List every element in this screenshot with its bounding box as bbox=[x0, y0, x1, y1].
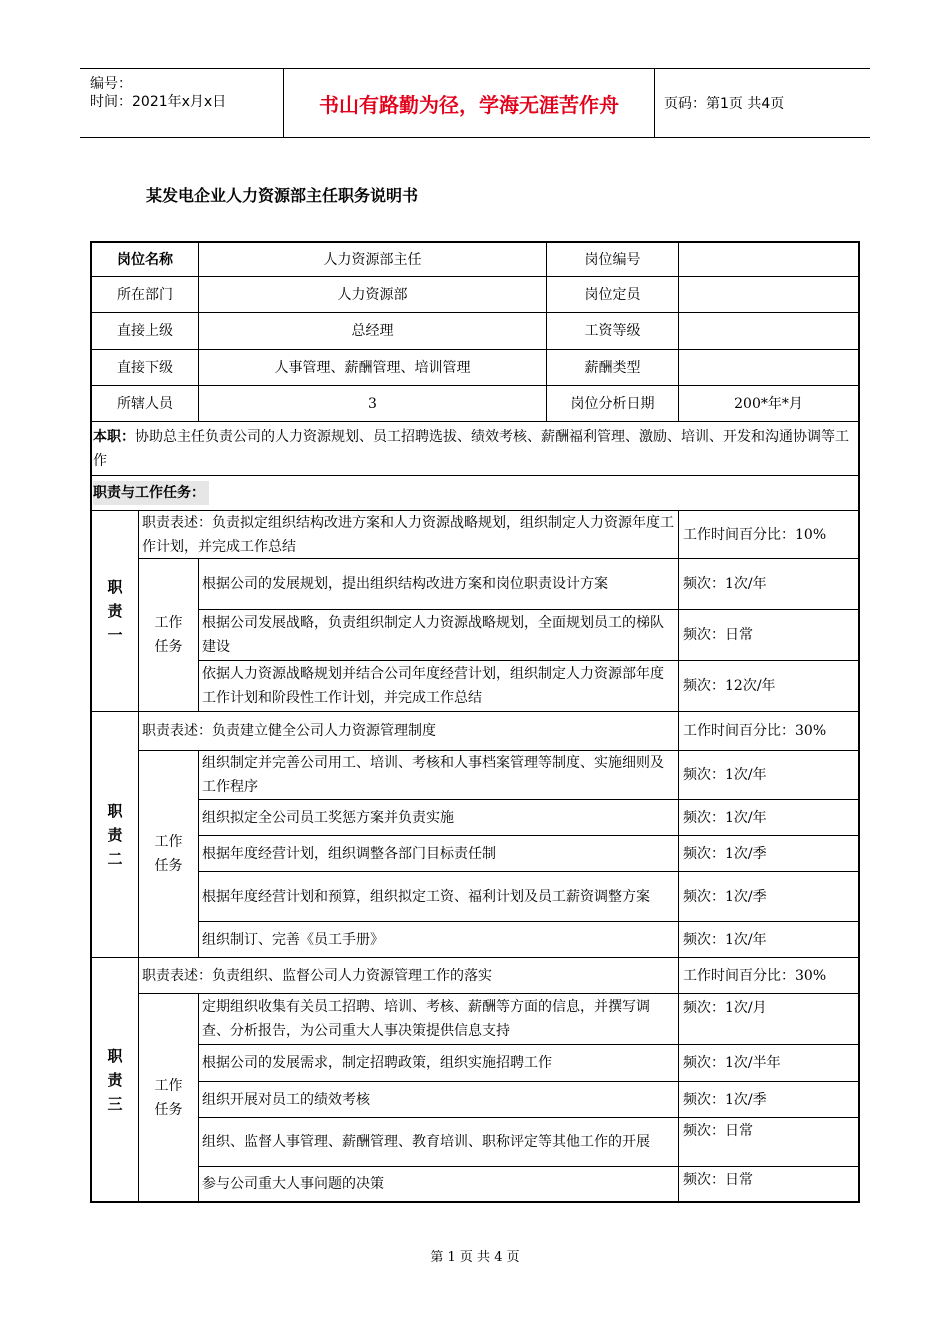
duty-1-percent: 工作时间百分比：10% bbox=[683, 526, 827, 543]
task-2-1: 组织制定并完善公司用工、培训、考核和人事档案管理等制度、实施细则及工作程序 bbox=[202, 755, 664, 795]
task-3-3-frequency: 频次：1次/季 bbox=[683, 1091, 767, 1108]
department-label: 所在部门 bbox=[117, 286, 173, 303]
salary-type-value bbox=[679, 350, 858, 385]
job-title-label: 岗位名称 bbox=[117, 251, 173, 268]
task-2-5-frequency: 频次：1次/年 bbox=[683, 931, 767, 948]
task-3-5: 参与公司重大人事问题的决策 bbox=[202, 1176, 384, 1192]
header-page-info: 页码：第1页 共4页 bbox=[664, 96, 785, 112]
task-3-4-frequency: 频次：日常 bbox=[683, 1123, 753, 1139]
salary-type-label: 薪酬类型 bbox=[584, 359, 641, 376]
task-2-4: 根据年度经营计划和预算，组织拟定工资、福利计划及员工薪资调整方案 bbox=[202, 888, 650, 905]
subordinates-value: 人事管理、薪酬管理、培训管理 bbox=[274, 359, 471, 376]
duty-3-name bbox=[92, 958, 138, 1201]
job-code-value bbox=[679, 243, 858, 276]
duty-1-name-text: 职责一 bbox=[107, 578, 123, 644]
task-2-3-frequency: 频次：1次/季 bbox=[683, 845, 767, 862]
duty-1-description: 职责表述：负责拟定组织结构改进方案和人力资源战略规划，组织制定人力资源年度工作计划，并完成工作总结 bbox=[142, 514, 674, 555]
tasks-heading: 职责与工作任务： bbox=[93, 481, 209, 505]
duty-3-percent: 工作时间百分比：30% bbox=[683, 967, 827, 984]
task-1-1-frequency: 频次：1次/年 bbox=[683, 576, 767, 592]
duty-2-description: 职责表述：负责建立健全公司人力资源管理制度 bbox=[142, 723, 436, 739]
task-3-1: 定期组织收集有关员工招聘、培训、考核、薪酬等方面的信息，并撰写调查、分析报告，为公司重大人事决策提供信息支持 bbox=[202, 999, 650, 1039]
page-header bbox=[80, 68, 870, 138]
task-3-5-frequency: 频次：日常 bbox=[683, 1172, 753, 1188]
staff-count-label: 所辖人员 bbox=[117, 395, 173, 412]
duty-2-name bbox=[92, 712, 138, 957]
staff-count-value: 3 bbox=[368, 395, 377, 412]
department-value: 人力资源部 bbox=[337, 286, 408, 303]
grid-line bbox=[678, 510, 679, 1203]
job-code-label: 岗位编号 bbox=[584, 251, 641, 268]
duty-1-name bbox=[92, 511, 138, 711]
headcount-value bbox=[679, 277, 858, 312]
task-2-2-frequency: 频次：1次/年 bbox=[683, 809, 767, 826]
duty-2-task-label: 工作任务 bbox=[154, 834, 183, 874]
task-3-2-frequency: 频次：1次/半年 bbox=[683, 1055, 781, 1071]
task-3-3: 组织开展对员工的绩效考核 bbox=[202, 1091, 370, 1108]
headcount-label: 岗位定员 bbox=[584, 286, 641, 303]
task-2-1-frequency: 频次：1次/年 bbox=[683, 767, 767, 783]
grid-line bbox=[90, 475, 860, 476]
header-motto: 书山有路勤为径，学海无涯苦作舟 bbox=[283, 69, 655, 137]
document-title: 某发电企业人力资源部主任职务说明书 bbox=[146, 186, 419, 205]
task-2-5: 组织制订、完善《员工手册》 bbox=[202, 931, 384, 948]
job-title-value: 人力资源部主任 bbox=[323, 251, 422, 268]
grid-line bbox=[198, 750, 199, 957]
time-label: 时间：2021年x月x日 bbox=[90, 94, 227, 110]
salary-grade-label: 工资等级 bbox=[584, 323, 641, 339]
analysis-date-value: 200*年*月 bbox=[734, 395, 803, 412]
task-3-1-frequency: 频次：1次/月 bbox=[683, 1000, 767, 1016]
code-label: 编号： bbox=[90, 76, 132, 92]
duty-3-name-text: 职责三 bbox=[107, 1046, 123, 1113]
task-1-2: 根据公司发展战略，负责组织制定人力资源战略规划，全面规划员工的梯队建设 bbox=[202, 615, 664, 655]
task-2-4-frequency: 频次：1次/季 bbox=[683, 888, 767, 905]
grid-line bbox=[90, 421, 860, 422]
task-1-3: 依据人力资源战略规划并结合公司年度经营计划，组织制定人力资源部年度工作计划和阶段性工作计划，并完成工作总结 bbox=[202, 666, 664, 706]
salary-grade-value bbox=[679, 313, 858, 349]
duty-3-description: 职责表述：负责组织、监督公司人力资源管理工作的落实 bbox=[142, 967, 492, 984]
duty-3-task-label: 工作任务 bbox=[154, 1077, 183, 1118]
duty-summary bbox=[93, 425, 855, 473]
task-3-2: 根据公司的发展需求，制定招聘政策，组织实施招聘工作 bbox=[202, 1055, 552, 1071]
task-2-3: 根据年度经营计划，组织调整各部门目标责任制 bbox=[202, 845, 496, 862]
duty-2-name-text: 职责二 bbox=[107, 801, 123, 868]
duty-summary-text: 协助总主任负责公司的人力资源规划、员工招聘选拔、绩效考核、薪酬福利管理、激励、培训、开发和沟通协调等工作 bbox=[93, 429, 849, 469]
subordinates-label: 直接下级 bbox=[117, 359, 173, 376]
analysis-date-label: 岗位分析日期 bbox=[570, 395, 655, 412]
duty-1-task-label: 工作任务 bbox=[154, 615, 183, 655]
header-meta bbox=[80, 69, 282, 137]
grid-line bbox=[198, 558, 199, 711]
task-2-2: 组织拟定全公司员工奖惩方案并负责实施 bbox=[202, 809, 454, 826]
superior-label: 直接上级 bbox=[117, 323, 173, 339]
task-3-4: 组织、监督人事管理、薪酬管理、教育培训、职称评定等其他工作的开展 bbox=[202, 1134, 650, 1150]
grid-line bbox=[198, 993, 199, 1203]
task-1-3-frequency: 频次：12次/年 bbox=[683, 678, 776, 694]
duty-2-percent: 工作时间百分比：30% bbox=[683, 723, 827, 739]
task-1-2-frequency: 频次：日常 bbox=[683, 627, 753, 643]
page-footer: 第 1 页 共 4 页 bbox=[430, 1250, 520, 1265]
task-1-1: 根据公司的发展规划，提出组织结构改进方案和岗位职责设计方案 bbox=[202, 576, 608, 592]
duty-summary-label: 本职： bbox=[93, 429, 135, 445]
superior-value: 总经理 bbox=[351, 323, 394, 339]
